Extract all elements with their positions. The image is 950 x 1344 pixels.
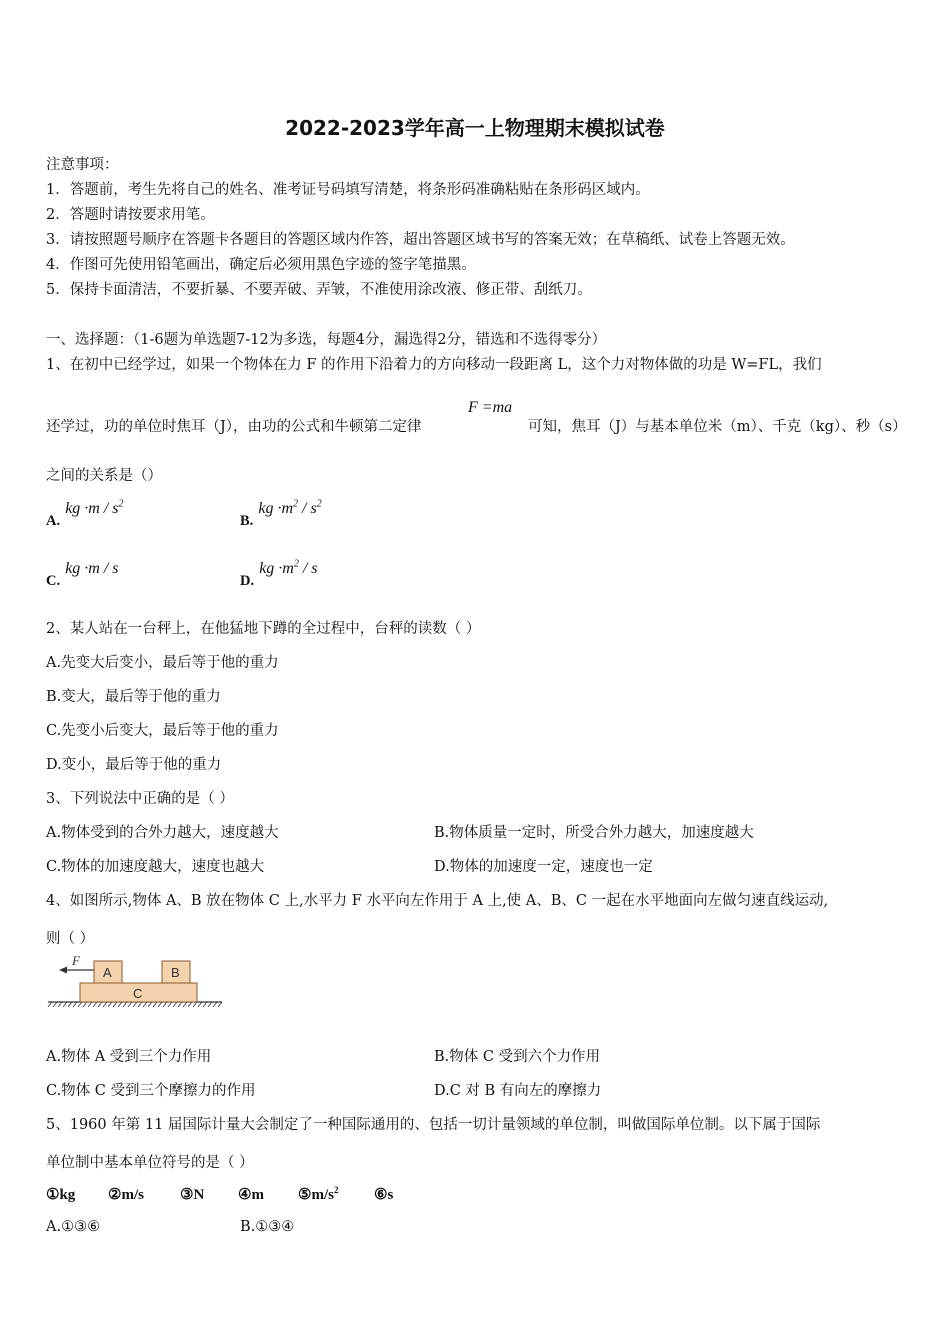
notice-heading: 注意事项： (46, 157, 119, 173)
unit-exponent: 2 (316, 498, 322, 510)
hatch-line (188, 1002, 192, 1007)
notice-item: 1．答题前，考生先将自己的姓名、准考证号码填写清楚，将条形码准确粘贴在条形码区域内。 (46, 182, 650, 198)
hatch-line (78, 1002, 82, 1007)
hatch-line (168, 1002, 172, 1007)
q1-option-c[interactable] (46, 558, 119, 589)
hatch-line (58, 1002, 62, 1007)
ground-hatch (48, 1002, 222, 1007)
q4-figure (46, 952, 226, 1012)
block-a-label: A (103, 965, 112, 980)
q4-option-c[interactable]: C.物体 C 受到三个摩擦力的作用 (46, 1083, 256, 1099)
unit-exponent: 2 (293, 558, 299, 570)
q4-option-b[interactable]: B.物体 C 受到六个力作用 (434, 1049, 601, 1065)
hatch-line (98, 1002, 102, 1007)
q5-unit-1: ①kg (46, 1187, 76, 1203)
notice-item: 3．请按照题号顺序在答题卡各题目的答题区域内作答，超出答题区域书写的答案无效；在草稿纸、试卷上答题无效。 (46, 232, 795, 248)
hatch-line (118, 1002, 122, 1007)
q1-stem-line2a: 还学过，功的单位时焦耳（J），由功的公式和牛顿第二定律 (46, 419, 422, 435)
unit-text: ⑤m/s (298, 1187, 334, 1203)
q1-option-b[interactable] (240, 498, 322, 529)
hatch-line (93, 1002, 97, 1007)
hatch-line (138, 1002, 142, 1007)
hatch-line (53, 1002, 57, 1007)
q1-option-d[interactable] (240, 558, 318, 589)
force-arrowhead (59, 967, 67, 974)
unit-expression: kg ·m / s (65, 500, 119, 517)
q3-option-a[interactable]: A.物体受到的合外力越大，速度越大 (46, 825, 279, 841)
hatch-line (108, 1002, 112, 1007)
hatch-line (213, 1002, 217, 1007)
page-title: 2022-2023学年高一上物理期末模拟试卷 (285, 116, 665, 140)
q3-option-c[interactable]: C.物体的加速度越大，速度也越大 (46, 859, 265, 875)
option-label: A. (46, 513, 61, 529)
unit-exponent: 2 (118, 498, 124, 510)
unit-exponent: 2 (293, 498, 299, 510)
hatch-line (173, 1002, 177, 1007)
notice-item: 5．保持卡面清洁，不要折暴、不要弄破、弄皱，不准使用涂改液、修正带、刮纸刀。 (46, 282, 592, 298)
unit-expression: kg ·m (258, 500, 294, 517)
unit-expression: / s (298, 560, 318, 577)
hatch-line (123, 1002, 127, 1007)
force-label: F (72, 953, 80, 968)
option-label: B. (240, 513, 254, 529)
unit-expression: / s (298, 500, 317, 517)
q5-stem-line1: 5、1960 年第 11 届国际计量大会制定了一种国际通用的、包括一切计量领域的单位制，叫做国际单位制。以下属于国际 (46, 1117, 821, 1133)
hatch-line (148, 1002, 152, 1007)
hatch-line (128, 1002, 132, 1007)
option-label: D. (240, 573, 255, 589)
hatch-line (68, 1002, 72, 1007)
hatch-line (218, 1002, 222, 1007)
q5-unit-2: ②m/s (108, 1187, 144, 1203)
q2-option-c[interactable]: C.先变小后变大，最后等于他的重力 (46, 723, 279, 739)
q2-stem: 2、某人站在一台秤上，在他猛地下蹲的全过程中，台秤的读数（ ） (46, 621, 481, 637)
q5-option-b[interactable]: B.①③④ (240, 1219, 295, 1235)
hatch-line (143, 1002, 147, 1007)
q1-stem-line1: 1、在初中已经学过，如果一个物体在力 F 的作用下沿着力的方向移动一段距离 L，这个力对物体做的功是 W=FL，我们 (46, 357, 822, 373)
section-heading: 一、选择题：（1-6题为单选题7-12为多选，每题4分，漏选得2分，错选和不选得零分） (46, 332, 607, 348)
hatch-line (163, 1002, 167, 1007)
unit-expression: kg ·m / s (65, 560, 119, 577)
hatch-line (198, 1002, 202, 1007)
hatch-line (63, 1002, 67, 1007)
hatch-line (73, 1002, 77, 1007)
q3-stem: 3、下列说法中正确的是（ ） (46, 791, 234, 807)
q4-stem-line1: 4、如图所示,物体 A、B 放在物体 C 上,水平力 F 水平向左作用于 A 上,使 A、B、C 一起在水平地面向左做匀速直线运动, (46, 893, 829, 909)
q4-option-a[interactable]: A.物体 A 受到三个力作用 (46, 1049, 212, 1065)
hatch-line (133, 1002, 137, 1007)
q5-unit-5 (298, 1185, 338, 1204)
hatch-line (178, 1002, 182, 1007)
hatch-line (183, 1002, 187, 1007)
notice-item: 2．答题时请按要求用笔。 (46, 207, 215, 223)
unit-expression: kg ·m (259, 560, 294, 577)
q2-option-b[interactable]: B.变大，最后等于他的重力 (46, 689, 221, 705)
hatch-line (158, 1002, 162, 1007)
q5-unit-6: ⑥s (374, 1187, 394, 1203)
unit-exponent: 2 (333, 1185, 339, 1195)
hatch-line (203, 1002, 207, 1007)
block-c-label: C (133, 986, 143, 1001)
q1-stem-line3: 之间的关系是（） (46, 468, 162, 484)
q5-option-a[interactable]: A.①③⑥ (46, 1219, 101, 1235)
q5-unit-3: ③N (180, 1187, 205, 1203)
hatch-line (193, 1002, 197, 1007)
q5-stem-line2: 单位制中基本单位符号的是（ ） (46, 1155, 254, 1171)
q3-option-d[interactable]: D.物体的加速度一定，速度也一定 (434, 859, 653, 875)
hatch-line (83, 1002, 87, 1007)
q4-option-d[interactable]: D.C 对 B 有向左的摩擦力 (434, 1083, 602, 1099)
notice-item: 4．作图可先使用铅笔画出，确定后必须用黑色字迹的签字笔描黑。 (46, 257, 476, 273)
hatch-line (88, 1002, 92, 1007)
option-label: C. (46, 573, 61, 589)
q1-formula: F =ma (468, 399, 513, 416)
q4-stem-line2: 则（ ） (46, 931, 95, 947)
hatch-line (48, 1002, 52, 1007)
block-b-label: B (171, 965, 180, 980)
hatch-line (103, 1002, 107, 1007)
q1-stem-line2b: 可知，焦耳（J）与基本单位米（m）、千克（kg）、秒（s） (528, 419, 907, 435)
q3-option-b[interactable]: B.物体质量一定时，所受合外力越大，加速度越大 (434, 825, 754, 841)
hatch-line (208, 1002, 212, 1007)
q2-option-d[interactable]: D.变小，最后等于他的重力 (46, 757, 222, 773)
hatch-line (153, 1002, 157, 1007)
q5-unit-4: ④m (238, 1187, 264, 1203)
q2-option-a[interactable]: A.先变大后变小，最后等于他的重力 (46, 655, 279, 671)
hatch-line (113, 1002, 117, 1007)
q1-option-a[interactable] (46, 498, 124, 529)
